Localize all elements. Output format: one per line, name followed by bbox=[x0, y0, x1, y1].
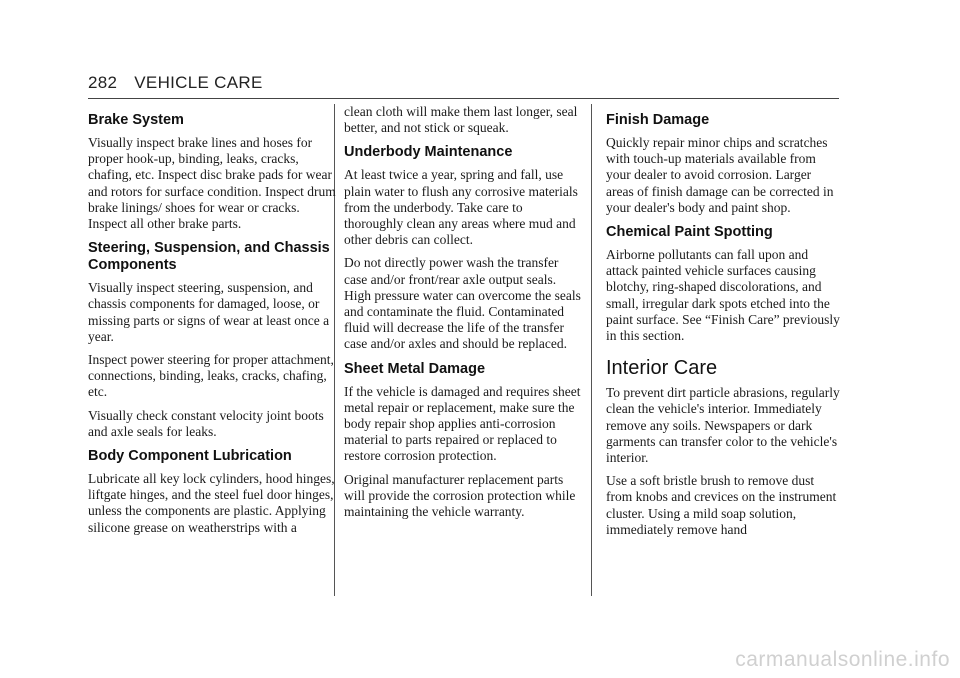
paragraph-interior-2: Use a soft bristle brush to remove dust from knobs and crevices on the instrument cluster. Using a mild soap solution, immediately remove hand bbox=[606, 473, 837, 537]
page-header bbox=[88, 73, 275, 93]
paragraph-steering-3: Visually check constant velocity joint boots and axle seals for leaks. bbox=[88, 407, 324, 439]
section-title: VEHICLE CARE bbox=[134, 73, 263, 92]
watermark: carmanualsonline.info bbox=[735, 648, 950, 671]
paragraph-lubrication: Lubricate all key lock cylinders, hood hinges, liftgate hinges, and the steel fuel door hinges, unless the components are plastic. Applying silicone grease on weatherstrips with a bbox=[88, 471, 335, 535]
column-divider-2 bbox=[591, 104, 592, 596]
heading-sheet-metal: Sheet Metal Damage bbox=[344, 360, 486, 377]
column-2 bbox=[344, 104, 582, 527]
paragraph-underbody-2: Do not directly power wash the transfer case and/or front/rear axle output seals. High pressure water can overcome the seals and contaminate the fluid. Contaminated fluid will decrease the life of the transfer case and/or axles and should be replaced. bbox=[344, 255, 581, 352]
paragraph-brake-system: Visually inspect brake lines and hoses for proper hook-up, binding, leaks, cracks, chafing, etc. Inspect disc brake pads for wear and rotors for surface condition. Inspect drum brake linings/ shoes for wear or cracks. Inspect all other brake parts. bbox=[88, 135, 336, 232]
paragraph-chemical-paint: Airborne pollutants can fall upon and attack painted vehicle surfaces causing blotchy, ring-shaped discolorations, and small, irregular dark spots etched into the paint surface. See “Finish Care” previously in this section. bbox=[606, 247, 840, 344]
column-1 bbox=[88, 104, 336, 543]
paragraph-finish-damage: Quickly repair minor chips and scratches with touch-up materials available from your dealer to avoid corrosion. Larger areas of finish damage can be corrected in your dealer's body and paint shop. bbox=[606, 135, 834, 215]
heading-interior-care: Interior Care bbox=[606, 357, 718, 380]
paragraph-steering-1: Visually inspect steering, suspension, and chassis components for damaged, loose, or missing parts or signs of wear at least once a year. bbox=[88, 280, 330, 344]
paragraph-sheet-metal-1: If the vehicle is damaged and requires sheet metal repair or replacement, make sure the body repair shop applies anti-corrosion material to parts repaired or replaced to restore corrosion protection. bbox=[344, 383, 581, 464]
page-number: 282 bbox=[88, 73, 118, 92]
heading-brake-system: Brake System bbox=[88, 112, 184, 128]
paragraph-sheet-metal-2: Original manufacturer replacement parts will provide the corrosion protection while maintaining the vehicle warranty. bbox=[344, 471, 576, 520]
column-3 bbox=[606, 104, 842, 545]
heading-finish-damage: Finish Damage bbox=[606, 112, 710, 128]
paragraph-lubrication-continued: clean cloth will make them last longer, seal better, and not stick or squeak. bbox=[344, 104, 578, 136]
heading-steering: Steering, Suspension, and Chassis Components bbox=[88, 240, 330, 274]
header-rule bbox=[88, 98, 839, 99]
paragraph-underbody-1: At least twice a year, spring and fall, use plain water to flush any corrosive materials from the underbody. Take care to thoroughly clean any areas where mud and other debris can collect. bbox=[344, 167, 578, 248]
heading-chemical-paint: Chemical Paint Spotting bbox=[606, 224, 773, 241]
heading-lubrication: Body Component Lubrication bbox=[88, 448, 292, 465]
paragraph-interior-1: To prevent dirt particle abrasions, regularly clean the vehicle's interior. Immediately remove any soils. Newspapers or dark garments can transfer color to the vehicle's interior. bbox=[606, 385, 840, 466]
heading-underbody: Underbody Maintenance bbox=[344, 144, 513, 161]
paragraph-steering-2: Inspect power steering for proper attachment, connections, binding, leaks, cracks, chafing, etc. bbox=[88, 352, 334, 400]
